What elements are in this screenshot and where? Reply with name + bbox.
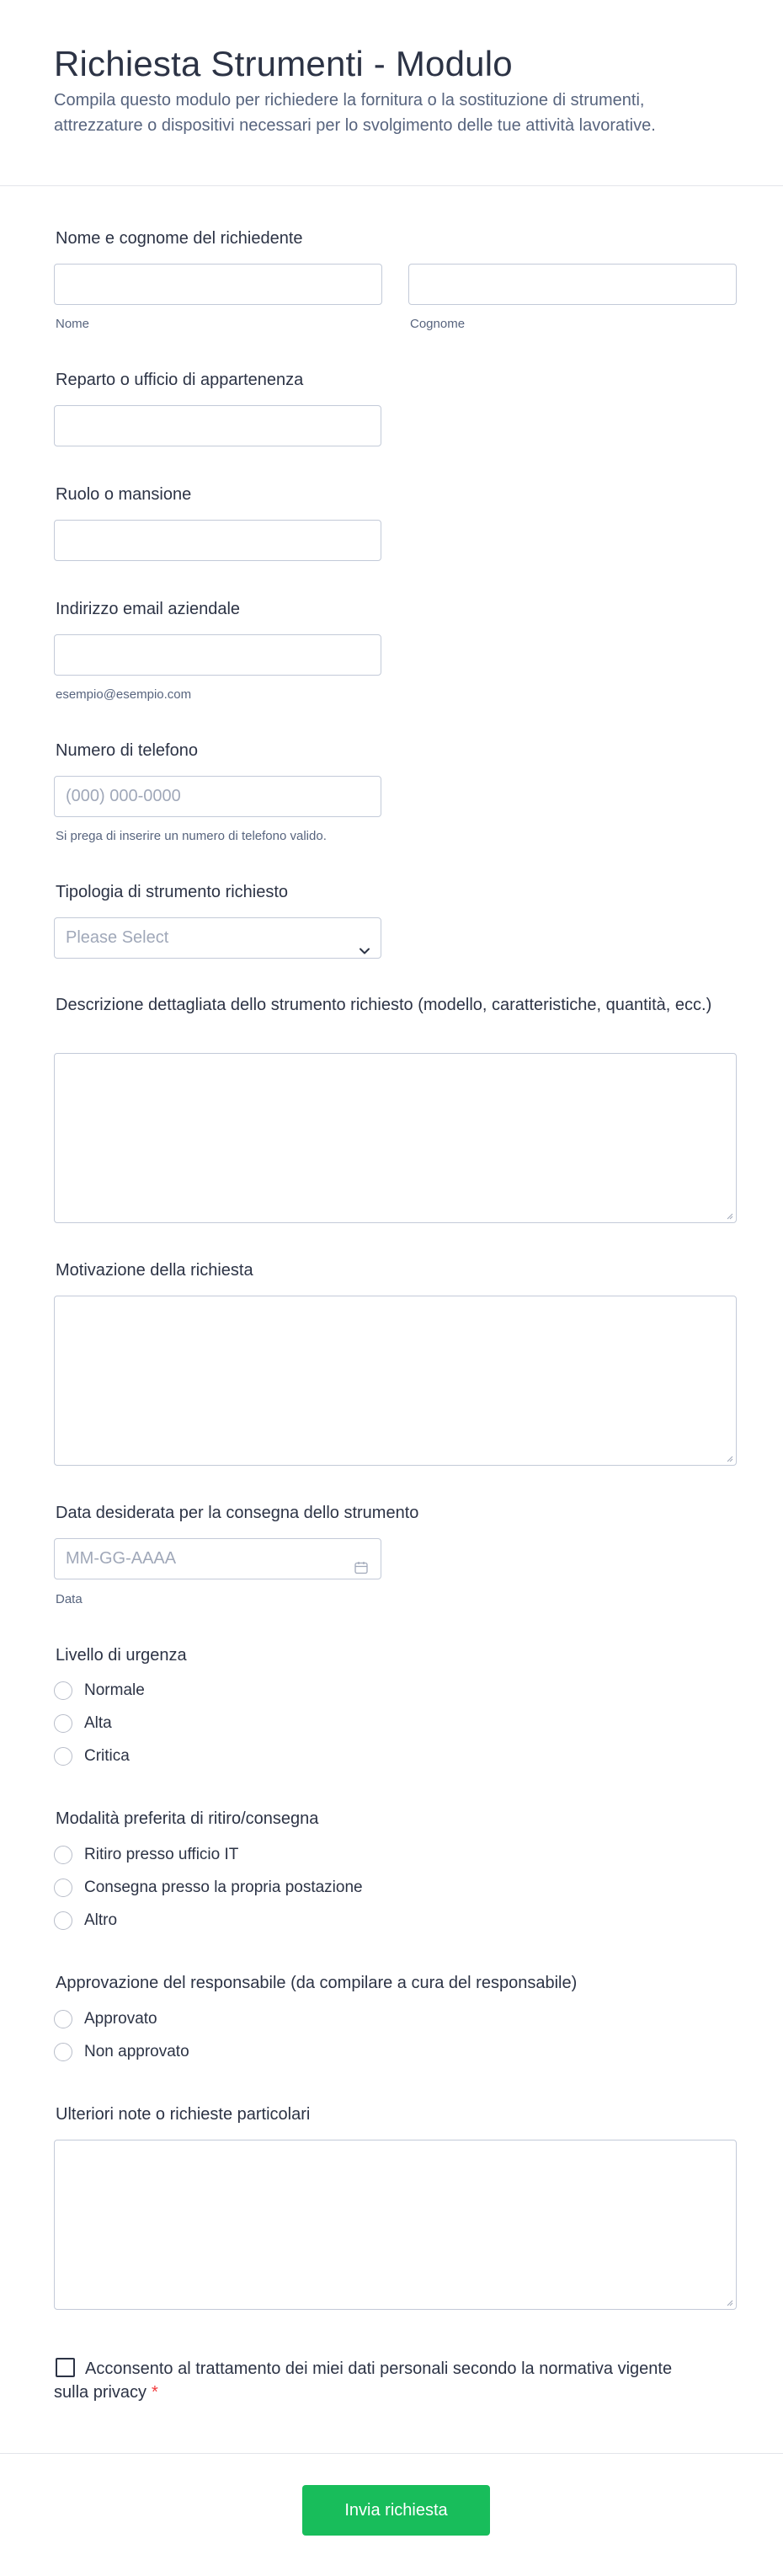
radio-button[interactable] <box>54 2043 72 2061</box>
resize-handle-icon[interactable] <box>727 1213 733 1220</box>
pickup-option-altro[interactable] <box>54 1910 117 1932</box>
radio-button[interactable] <box>54 1911 72 1930</box>
description-textarea[interactable] <box>54 1053 737 1223</box>
form-subtitle: Compila questo modulo per richiedere la fornitura o la sostituzione di strumenti, attrezzature o dispositivi necessari per lo svolgimento delle tue attività lavorative. <box>54 91 656 135</box>
urgency-label: Livello di urgenza <box>56 1646 187 1665</box>
motivation-textarea[interactable] <box>54 1296 737 1466</box>
radio-label: Consegna presso la propria postazione <box>84 1879 363 1896</box>
consent-text: Acconsento al trattamento dei miei dati personali secondo la normativa vigente sulla privacy <box>54 2360 673 2402</box>
resize-handle-icon[interactable] <box>727 1456 733 1462</box>
department-input[interactable] <box>54 405 381 446</box>
radio-button[interactable] <box>54 2010 72 2028</box>
radio-label: Critica <box>84 1747 130 1765</box>
urgency-option-critica[interactable] <box>54 1745 130 1767</box>
approval-option-non-approvato[interactable] <box>54 2041 189 2063</box>
radio-button[interactable] <box>54 1846 72 1864</box>
tool-type-label: Tipologia di strumento richiesto <box>56 883 289 901</box>
radio-button[interactable] <box>54 1681 72 1700</box>
phone-label: Numero di telefono <box>56 741 198 760</box>
tool-type-selected: Please Select <box>66 928 169 947</box>
phone-input[interactable]: (000) 000-0000 <box>54 776 381 817</box>
radio-label: Altro <box>84 1911 118 1929</box>
tool-type-select[interactable] <box>54 917 381 959</box>
role-label: Ruolo o mansione <box>56 485 192 504</box>
radio-label: Non approvato <box>84 2043 189 2060</box>
phone-sublabel: Si prega di inserire un numero di telefono valido. <box>56 829 327 843</box>
email-label: Indirizzo email aziendale <box>56 600 241 618</box>
form-title: Richiesta Strumenti - Modulo <box>54 44 513 83</box>
pickup-option-ufficio-it[interactable] <box>54 1844 238 1866</box>
urgency-option-normale[interactable] <box>54 1680 145 1702</box>
consent-checkbox[interactable] <box>56 2358 75 2377</box>
privacy-consent[interactable] <box>54 2357 694 2404</box>
notes-textarea[interactable] <box>54 2140 737 2310</box>
delivery-date-placeholder: MM-GG-AAAA <box>66 1549 177 1568</box>
delivery-date-label: Data desiderata per la consegna dello strumento <box>56 1504 419 1522</box>
delivery-date-sublabel: Data <box>56 1592 83 1606</box>
radio-button[interactable] <box>54 1747 72 1766</box>
department-label: Reparto o ufficio di appartenenza <box>56 371 304 389</box>
form-header <box>0 0 783 186</box>
calendar-icon[interactable] <box>354 1551 369 1590</box>
footer-divider <box>0 2453 783 2454</box>
radio-label: Ritiro presso ufficio IT <box>84 1846 239 1863</box>
radio-label: Normale <box>84 1681 145 1699</box>
urgency-option-alta[interactable] <box>54 1713 112 1734</box>
name-label: Nome e cognome del richiedente <box>56 229 303 248</box>
required-star: * <box>152 2383 158 2402</box>
role-input[interactable] <box>54 520 381 561</box>
submit-button[interactable]: Invia richiesta <box>302 2485 490 2536</box>
radio-button[interactable] <box>54 1714 72 1733</box>
notes-label: Ulteriori note o richieste particolari <box>56 2105 311 2124</box>
description-label: Descrizione dettagliata dello strumento richiesto (modello, caratteristiche, quantità, ecc.) <box>56 996 712 1014</box>
radio-label: Alta <box>84 1714 112 1732</box>
delivery-date-input[interactable] <box>54 1538 381 1579</box>
pickup-option-postazione[interactable] <box>54 1877 363 1899</box>
pickup-label: Modalità preferita di ritiro/consegna <box>56 1809 319 1828</box>
radio-button[interactable] <box>54 1879 72 1897</box>
first-name-input[interactable] <box>54 264 382 305</box>
chevron-down-icon <box>359 933 370 972</box>
last-name-input[interactable] <box>408 264 737 305</box>
motivation-label: Motivazione della richiesta <box>56 1261 253 1280</box>
resize-handle-icon[interactable] <box>727 2300 733 2306</box>
approval-option-approvato[interactable] <box>54 2008 157 2030</box>
email-input[interactable] <box>54 634 381 676</box>
first-name-sublabel: Nome <box>56 317 90 331</box>
radio-label: Approvato <box>84 2010 157 2028</box>
approval-label: Approvazione del responsabile (da compilare a cura del responsabile) <box>56 1974 578 1992</box>
last-name-sublabel: Cognome <box>410 317 466 331</box>
email-sublabel: esempio@esempio.com <box>56 687 192 702</box>
